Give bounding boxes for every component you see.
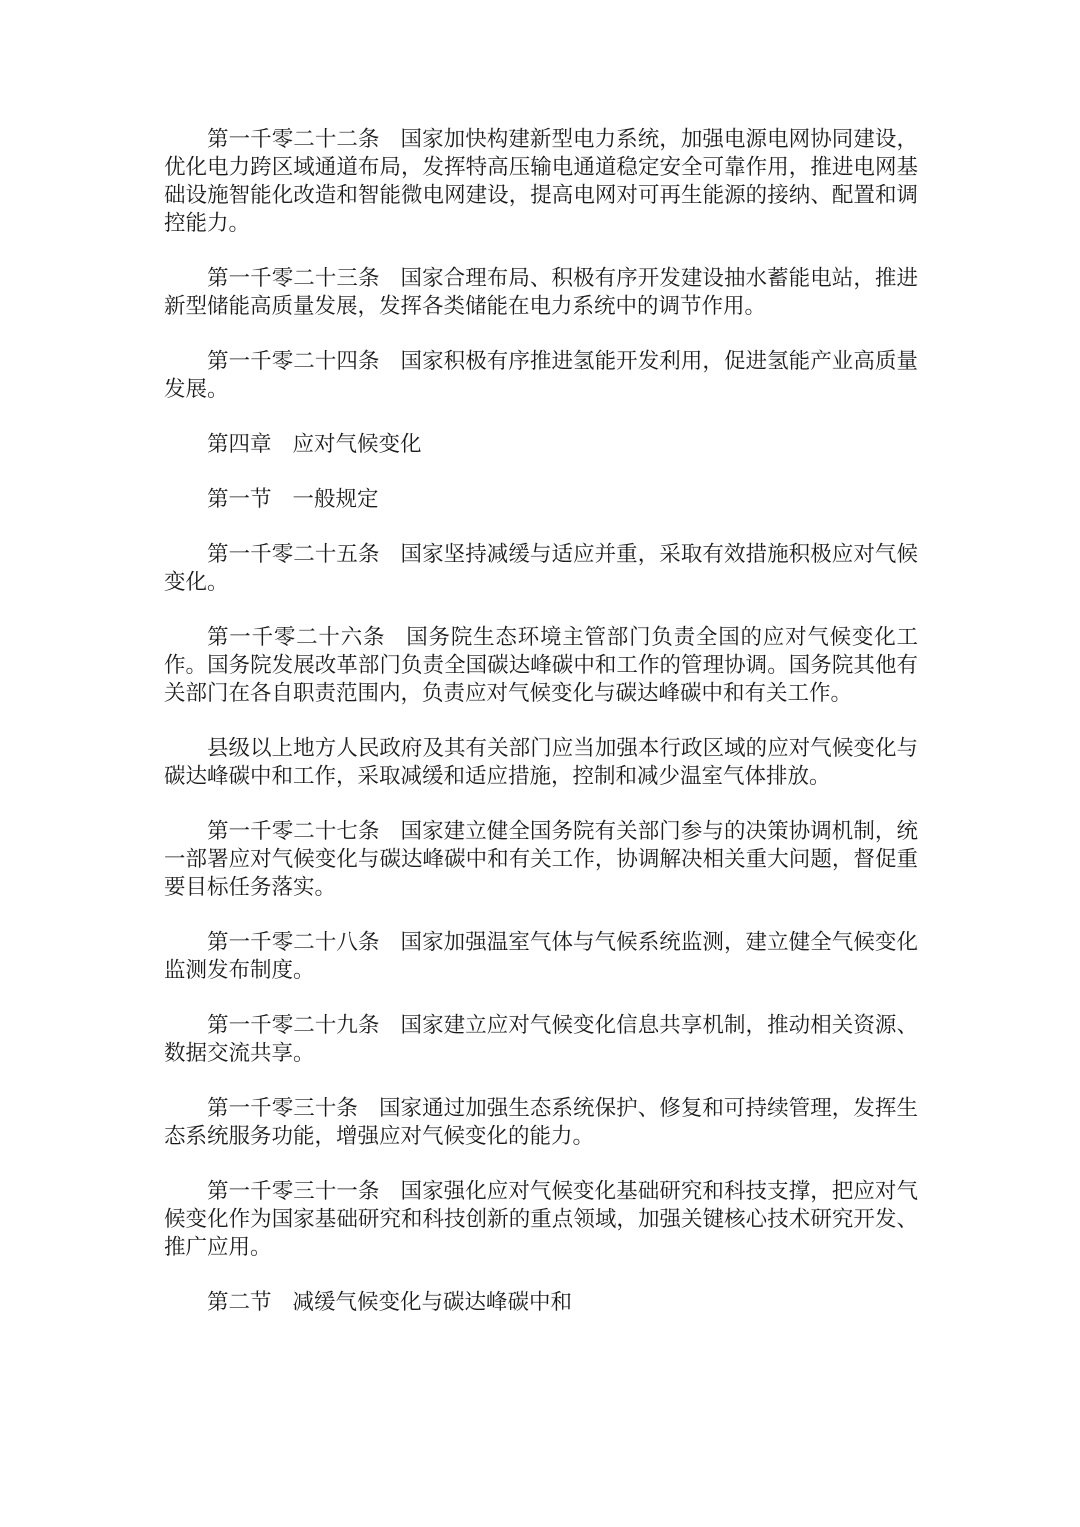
article-text: 国家坚持减缓与适应并重，采取有效措施积极应对气候变化。 — [164, 542, 918, 595]
article-1029 — [164, 1012, 918, 1068]
section-number: 第二节 — [207, 1290, 272, 1315]
article-text: 国家建立健全国务院有关部门参与的决策协调机制，统一部署应对气候变化与碳达峰碳中和有关工作，协调解决相关重大问题，督促重要目标任务落实。 — [164, 819, 918, 900]
article-text: 国家加强温室气体与气候系统监测，建立健全气候变化监测发布制度。 — [164, 930, 918, 983]
article-number: 第一千零三十一条 — [207, 1179, 380, 1204]
article-number: 第一千零二十八条 — [207, 930, 380, 955]
article-text: 国家积极有序推进氢能开发利用，促进氢能产业高质量发展。 — [164, 349, 918, 402]
article-number: 第一千零二十二条 — [207, 127, 380, 152]
section-heading-1 — [164, 486, 918, 514]
article-number: 第一千零二十五条 — [207, 542, 380, 567]
section-title: 一般规定 — [292, 487, 379, 512]
article-text: 国家加快构建新型电力系统，加强电源电网协同建设，优化电力跨区域通道布局，发挥特高压输电通道稳定安全可靠作用，推进电网基础设施智能化改造和智能微电网建设，提高电网对可再生能源的接纳、配置和调控能力。 — [164, 127, 918, 236]
article-1030 — [164, 1095, 918, 1151]
article-number: 第一千零二十四条 — [207, 349, 380, 374]
article-1024 — [164, 348, 918, 404]
article-number: 第一千零二十六条 — [207, 625, 386, 650]
document-body — [164, 126, 918, 1344]
chapter-heading — [164, 431, 918, 459]
section-number: 第一节 — [207, 487, 272, 512]
article-number: 第一千零二十九条 — [207, 1013, 380, 1038]
article-number: 第一千零三十条 — [207, 1096, 358, 1121]
article-1022 — [164, 126, 918, 238]
article-1031 — [164, 1178, 918, 1262]
article-text: 国家强化应对气候变化基础研究和科技支撑，把应对气候变化作为国家基础研究和科技创新的重点领域，加强关键核心技术研究开发、推广应用。 — [164, 1179, 918, 1260]
article-1028 — [164, 929, 918, 985]
article-1023 — [164, 265, 918, 321]
article-1026 — [164, 624, 918, 708]
chapter-title: 应对气候变化 — [292, 432, 422, 457]
article-text: 国务院生态环境主管部门负责全国的应对气候变化工作。国务院发展改革部门负责全国碳达峰碳中和工作的管理协调。国务院其他有关部门在各自职责范围内，负责应对气候变化与碳达峰碳中和有关工作。 — [164, 625, 918, 706]
article-text: 国家建立应对气候变化信息共享机制，推动相关资源、数据交流共享。 — [164, 1013, 918, 1066]
chapter-number: 第四章 — [207, 432, 272, 457]
article-text: 国家合理布局、积极有序开发建设抽水蓄能电站，推进新型储能高质量发展，发挥各类储能在电力系统中的调节作用。 — [164, 266, 918, 319]
article-number: 第一千零二十七条 — [207, 819, 380, 844]
article-1025 — [164, 541, 918, 597]
article-1027 — [164, 818, 918, 902]
article-text: 国家通过加强生态系统保护、修复和可持续管理，发挥生态系统服务功能，增强应对气候变化的能力。 — [164, 1096, 918, 1149]
section-title: 减缓气候变化与碳达峰碳中和 — [292, 1290, 573, 1315]
section-heading-2 — [164, 1289, 918, 1317]
article-number: 第一千零二十三条 — [207, 266, 380, 291]
article-1026-paragraph-2: 县级以上地方人民政府及其有关部门应当加强本行政区域的应对气候变化与碳达峰碳中和工作，采取减缓和适应措施，控制和减少温室气体排放。 — [164, 736, 918, 789]
